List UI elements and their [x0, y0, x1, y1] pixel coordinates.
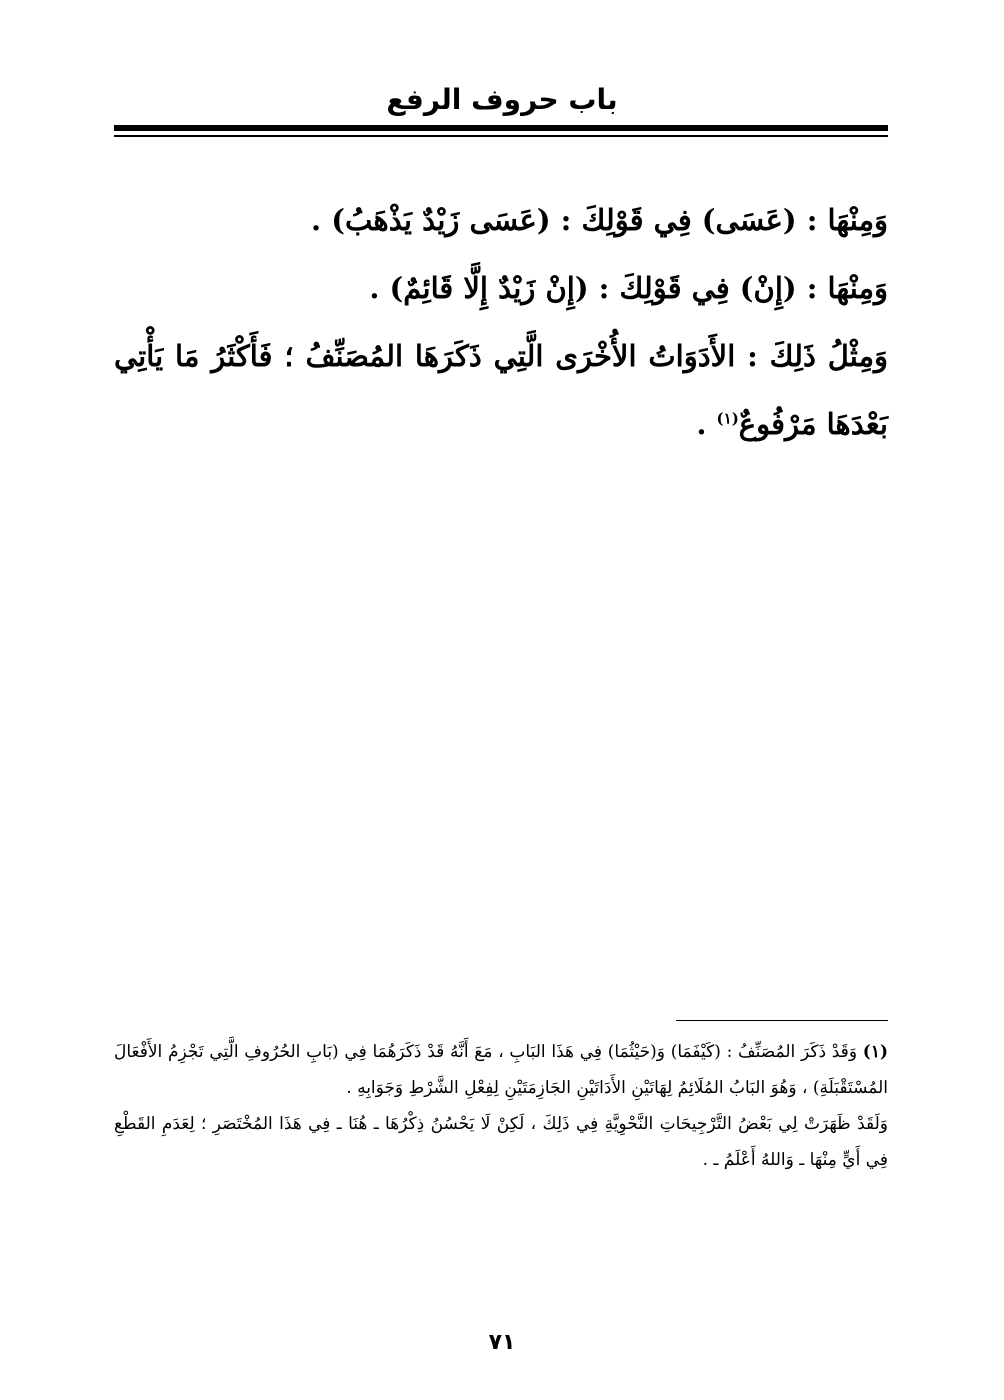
footnote-1-text: وَقَدْ ذَكَرَ المُصَنِّفُ : (كَيْفَمَا) وَ(حَيْثُمَا) فِي هَذَا البَابِ ، مَعَ أَنَّهُ قَدْ ذَكَرَهُمَا فِي (بَابِ الحُرُوفِ الَّتِي تَجْزِمُ الأَفْعَالَ المُسْتَقْبَلَةِ) ، وَهُوَ البَابُ المُلَائِمُ لِهَاتَيْنِ الأَدَاتَيْنِ الجَازِمَتَيْنِ لِفِعْلِ الشَّرْطِ وَجَوَابِهِ . — [114, 1042, 888, 1098]
paragraph-asa: وَمِنْهَا : (عَسَى) فِي قَوْلِكَ : (عَسَى زَيْدٌ يَذْهَبُ) . — [311, 203, 888, 237]
header-rule-thin — [114, 135, 888, 137]
header-rule-thick — [114, 125, 888, 131]
paragraph-in: وَمِنْهَا : (إِنْ) فِي قَوْلِكَ : (إِنْ زَيْدٌ إِلَّا قَائِمٌ) . — [369, 271, 888, 305]
footnotes — [114, 1034, 888, 1178]
footnote-1-continuation: وَلَقَدْ ظَهَرَتْ لِي بَعْضُ التَّرْجِيحَاتِ النَّحْوِيَّةِ فِي ذَلِكَ ، لَكِنْ لَا يَحْسُنُ ذِكْرُهَا ـ هُنَا ـ فِي هَذَا المُخْتَصَرِ ؛ لِعَدَمِ القَطْعِ فِي أَيٍّ مِنْهَا ـ وَاللهُ أَعْلَمُ ـ . — [114, 1114, 888, 1170]
page-title: باب حروف الرفع — [386, 83, 618, 116]
footnote-separator — [676, 1020, 888, 1021]
main-text — [114, 186, 888, 458]
page-number: ٧١ — [488, 1330, 516, 1355]
paragraph-other-tools-text: وَمِثْلُ ذَلِكَ : الأَدَوَاتُ الأُخْرَى الَّتِي ذَكَرَهَا المُصَنِّفُ ؛ فَأَكْثَرُ مَا يَأْتِي بَعْدَهَا مَرْفُوعٌ — [114, 339, 888, 441]
footnote-1 — [114, 1034, 888, 1106]
footnote-1-number: (١) — [862, 1042, 888, 1062]
paragraph-other-tools — [114, 322, 888, 458]
footnote-marker[interactable]: (١) — [716, 409, 739, 428]
paragraph-end-period: . — [696, 407, 717, 441]
